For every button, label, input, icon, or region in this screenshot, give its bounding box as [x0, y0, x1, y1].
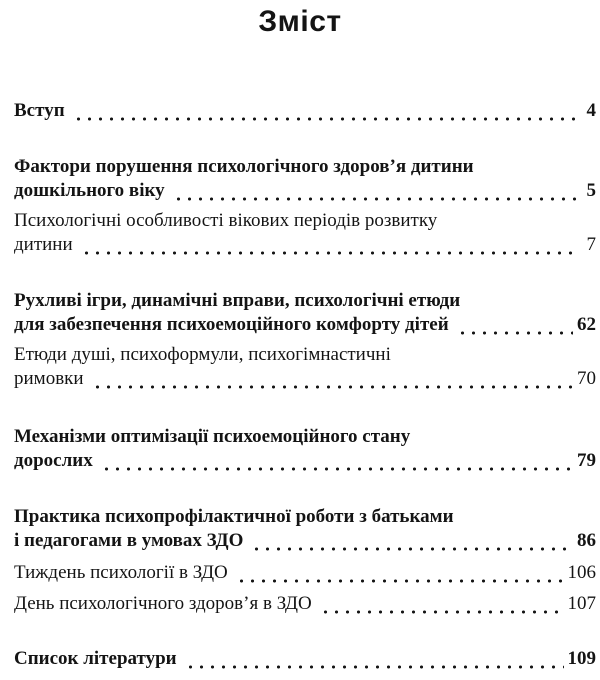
dot-leader: [320, 591, 564, 617]
toc-entry-label: дорослих: [14, 450, 93, 471]
toc-entry-label: Механізми оптимізації психоемоційного стану: [14, 426, 411, 447]
toc-entry-label: дитини: [14, 234, 73, 255]
toc-entry-label: Практика психопрофілактичної роботи з батьками: [14, 506, 454, 527]
toc-page-number: 4: [586, 100, 596, 121]
toc-page-number: 86: [577, 530, 596, 551]
toc-page-number: 79: [577, 450, 596, 471]
toc-entry-s1[interactable]: [14, 178, 596, 204]
dot-leader: [457, 312, 573, 338]
page-title: Зміст: [258, 5, 342, 38]
toc-entry-label: римовки: [14, 368, 84, 389]
dot-leader: [251, 528, 573, 554]
dot-leader: [92, 366, 573, 392]
toc-entry-label: і педагогами в умовах ЗДО: [14, 530, 244, 551]
toc-entry-s1-1-line1[interactable]: [14, 208, 596, 234]
toc-entry-label: Список літератури: [14, 648, 177, 669]
dot-leader: [236, 560, 564, 586]
toc-entry-s2-line1[interactable]: [14, 288, 596, 314]
toc-page-number: 70: [577, 368, 596, 389]
dot-leader: [185, 646, 564, 672]
toc-page-number: 107: [567, 593, 596, 614]
toc-entry-label: Етюди душі, психоформули, психогімнастичні: [14, 344, 391, 365]
toc-page-number: 109: [567, 648, 596, 669]
toc-entry-s2-1[interactable]: [14, 366, 596, 392]
dot-leader: [101, 448, 573, 474]
toc-page-number: 7: [586, 234, 596, 255]
toc-entry-label: Рухливі ігри, динамічні вправи, психологічні етюди: [14, 290, 461, 311]
toc-entry-label: Тиждень психології в ЗДО: [14, 562, 228, 583]
toc-page-number: 62: [577, 314, 596, 335]
toc-entry-s3[interactable]: [14, 448, 596, 474]
toc-entry-label: Фактори порушення психологічного здоров’я дитини: [14, 156, 474, 177]
toc-page-number: 106: [567, 562, 596, 583]
toc-entry-s1-line1[interactable]: [14, 154, 596, 180]
toc-entry-s2-1-line1[interactable]: [14, 342, 596, 368]
dot-leader: [81, 232, 580, 258]
toc-entry-label: День психологічного здоров’я в ЗДО: [14, 593, 312, 614]
toc-entry-s4[interactable]: [14, 528, 596, 554]
toc-entry-label: Вступ: [14, 100, 65, 121]
toc-entry-s4-line1[interactable]: [14, 504, 596, 530]
toc-entry-s1-1[interactable]: [14, 232, 596, 258]
toc-page-number: 5: [586, 180, 596, 201]
toc-entry-s4-1[interactable]: [14, 560, 596, 586]
dot-leader: [73, 98, 580, 124]
toc-entry-label: Психологічні особливості вікових періодів розвитку: [14, 210, 438, 231]
dot-leader: [173, 178, 580, 204]
toc-entry-s4-2[interactable]: [14, 591, 596, 617]
toc-entry-label: дошкільного віку: [14, 180, 165, 201]
toc-entry-s3-line1[interactable]: [14, 424, 596, 450]
toc-entry-label: для забезпечення психоемоційного комфорту дітей: [14, 314, 449, 335]
toc-entry-s2[interactable]: [14, 312, 596, 338]
toc-entry-intro[interactable]: [14, 98, 596, 124]
toc-entry-references[interactable]: [14, 646, 596, 672]
